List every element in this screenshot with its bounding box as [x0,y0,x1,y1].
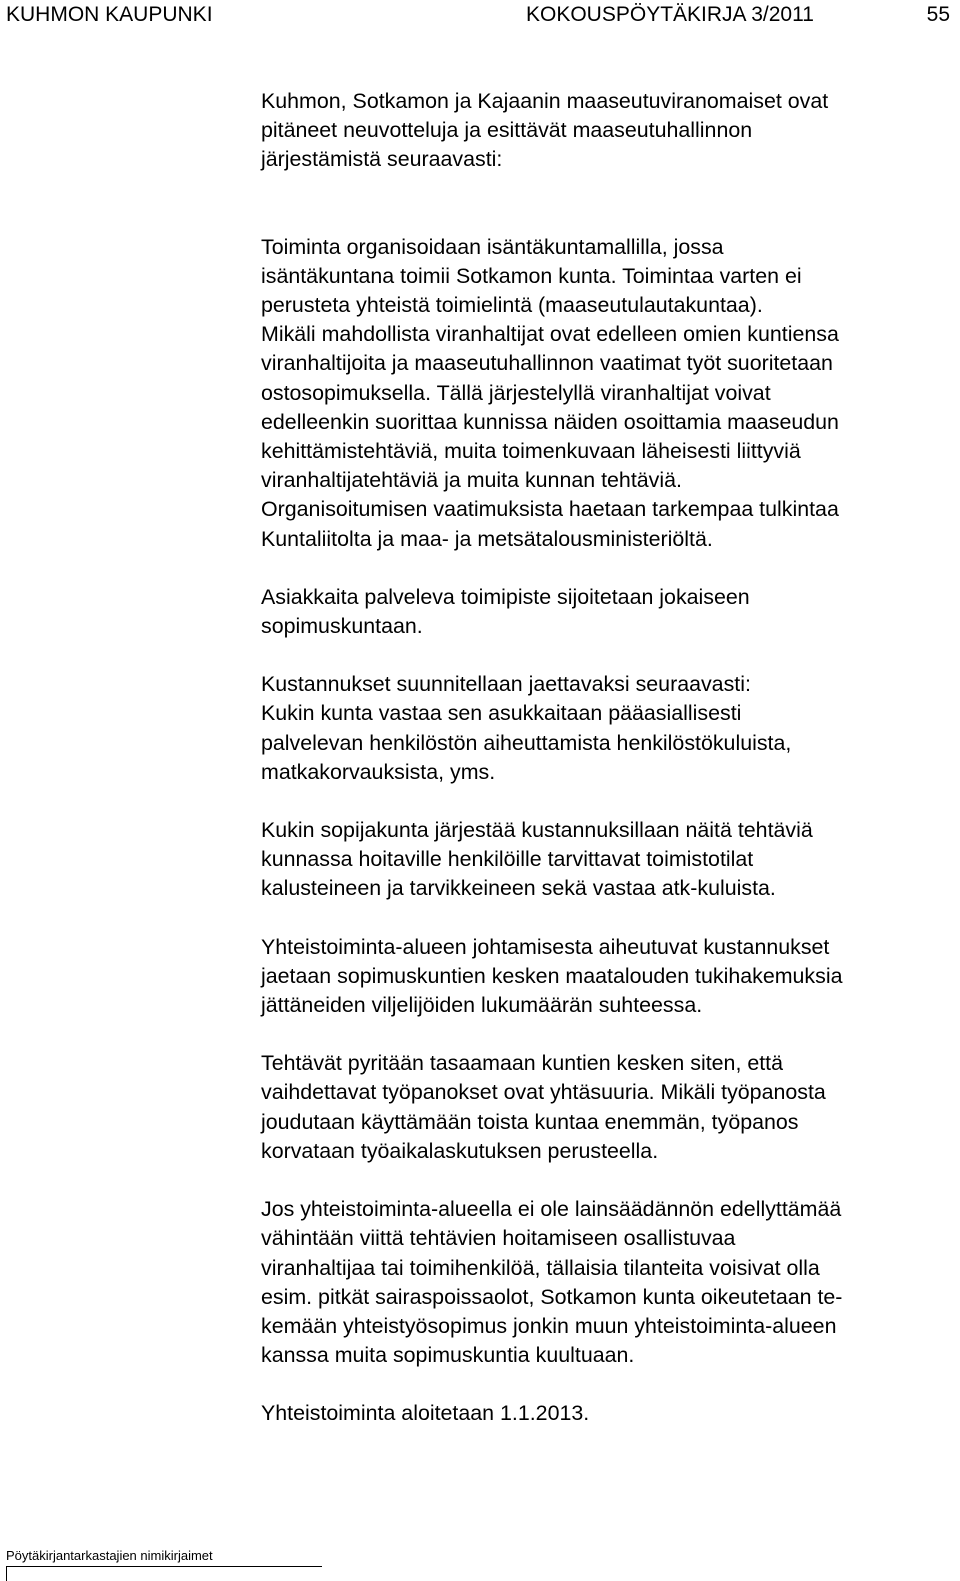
text-line: Mikäli mahdollista viranhaltijat ovat edelleen omien kuntiensa [261,322,839,347]
paragraph-service-point [261,583,957,641]
text-line: sopimuskuntaan. [261,614,423,639]
text-line: Kustannukset suunnitellaan jaettavaksi seuraavasti: [261,672,751,697]
paragraph-management-costs [261,933,957,1021]
text-line: Kukin kunta vastaa sen asukkaitaan pääasiallisesti [261,701,742,726]
text-line: korvataan työaikalaskutuksen perusteella. [261,1138,659,1163]
text-line: isäntäkuntana toimii Sotkamon kunta. Toimintaa varten ei [261,263,802,288]
text-line: jättäneiden viljelijöiden lukumäärän suhteessa. [261,993,703,1018]
text-line: kanssa muita sopimuskuntia kuultuaan. [261,1343,635,1368]
paragraph-facilities [261,816,957,904]
municipality-name: KUHMON KAUPUNKI [6,3,213,26]
text-line: palvelevan henkilöstön aiheuttamista henkilöstökuluista, [261,730,792,755]
text-line: Kuntaliitolta ja maa- ja metsätalousministeriöltä. [261,526,713,551]
text-line: Asiakkaita palveleva toimipiste sijoitetaan jokaiseen [261,584,750,609]
text-line: jaetaan sopimuskuntien kesken maatalouden tukihakemuksia [261,963,843,988]
text-line: Kuhmon, Sotkamon ja Kajaanin maaseutuviranomaiset ovat [261,89,829,113]
paragraph-start-date [261,1399,957,1428]
page-number: 55 [926,3,950,26]
document-title: KOKOUSPÖYTÄKIRJA 3/2011 [526,3,814,26]
text-line: kunnassa hoitaville henkilöille tarvittavat toimistotilat [261,847,754,872]
text-line: Toiminta organisoidaan isäntäkuntamallilla, jossa [261,234,724,259]
text-line: kemään yhteistyösopimus jonkin muun yhteistoiminta-alueen [261,1313,837,1338]
signature-label: Pöytäkirjantarkastajien nimikirjaimet [6,1548,213,1563]
paragraph-cooperation-agreement [261,1195,957,1370]
paragraph-intro [261,87,957,175]
text-line: Jos yhteistoiminta-alueella ei ole lainsäädännön edellyttämää [261,1197,842,1222]
paragraph-costs [261,670,957,787]
text-line: Tehtävät pyritään tasaamaan kuntien kesken siten, että [261,1051,784,1076]
text-line: kehittämistehtäviä, muita toimenkuvaan läheisesti liittyviä [261,439,801,464]
text-line: edelleenkin suorittaa kunnissa näiden osoittamia maaseudun [261,409,839,434]
text-line: Kukin sopijakunta järjestää kustannuksillaan näitä tehtäviä [261,818,813,843]
page-footer [6,1548,322,1567]
signature-box-edge [6,1567,7,1581]
document-body [261,87,957,1429]
text-line: perusteta yhteistä toimielintä (maaseutulautakuntaa). [261,293,763,318]
text-line: Yhteistoiminta-alueen johtamisesta aiheutuvat kustannukset [261,934,830,959]
text-line: Yhteistoiminta aloitetaan 1.1.2013. [261,1401,590,1426]
text-line: Organisoitumisen vaatimuksista haetaan tarkempaa tulkintaa [261,497,839,522]
text-line: viranhaltijaa tai toimihenkilöä, tällaisia tilanteita voisivat olla [261,1255,820,1280]
paragraph-organization [261,233,957,554]
text-line: ostosopimuksella. Tällä järjestelyllä viranhaltijat voivat [261,380,771,405]
text-line: joudutaan käyttämään toista kuntaa enemmän, työpanos [261,1109,799,1134]
text-line: viranhaltijatehtäviä ja muita kunnan tehtäviä. [261,468,682,493]
signature-line [6,1566,322,1567]
text-line: matkakorvauksista, yms. [261,759,496,784]
paragraph-task-balancing [261,1049,957,1166]
text-line: vaihdettavat työpanokset ovat yhtäsuuria. Mikäli työpanosta [261,1080,826,1105]
text-line: järjestämistä seuraavasti: [261,147,503,172]
text-line: kalusteineen ja tarvikkeineen sekä vastaa atk-kuluista. [261,876,776,901]
text-line: vähintään viittä tehtävien hoitamiseen osallistuvaa [261,1226,736,1251]
text-line: pitäneet neuvotteluja ja esittävät maaseutuhallinnon [261,118,753,143]
page-header [6,3,950,27]
text-line: viranhaltijoita ja maaseutuhallinnon vaatimat työt suoritetaan [261,351,833,376]
text-line: esim. pitkät sairaspoissaolot, Sotkamon kunta oikeutetaan te- [261,1284,843,1309]
